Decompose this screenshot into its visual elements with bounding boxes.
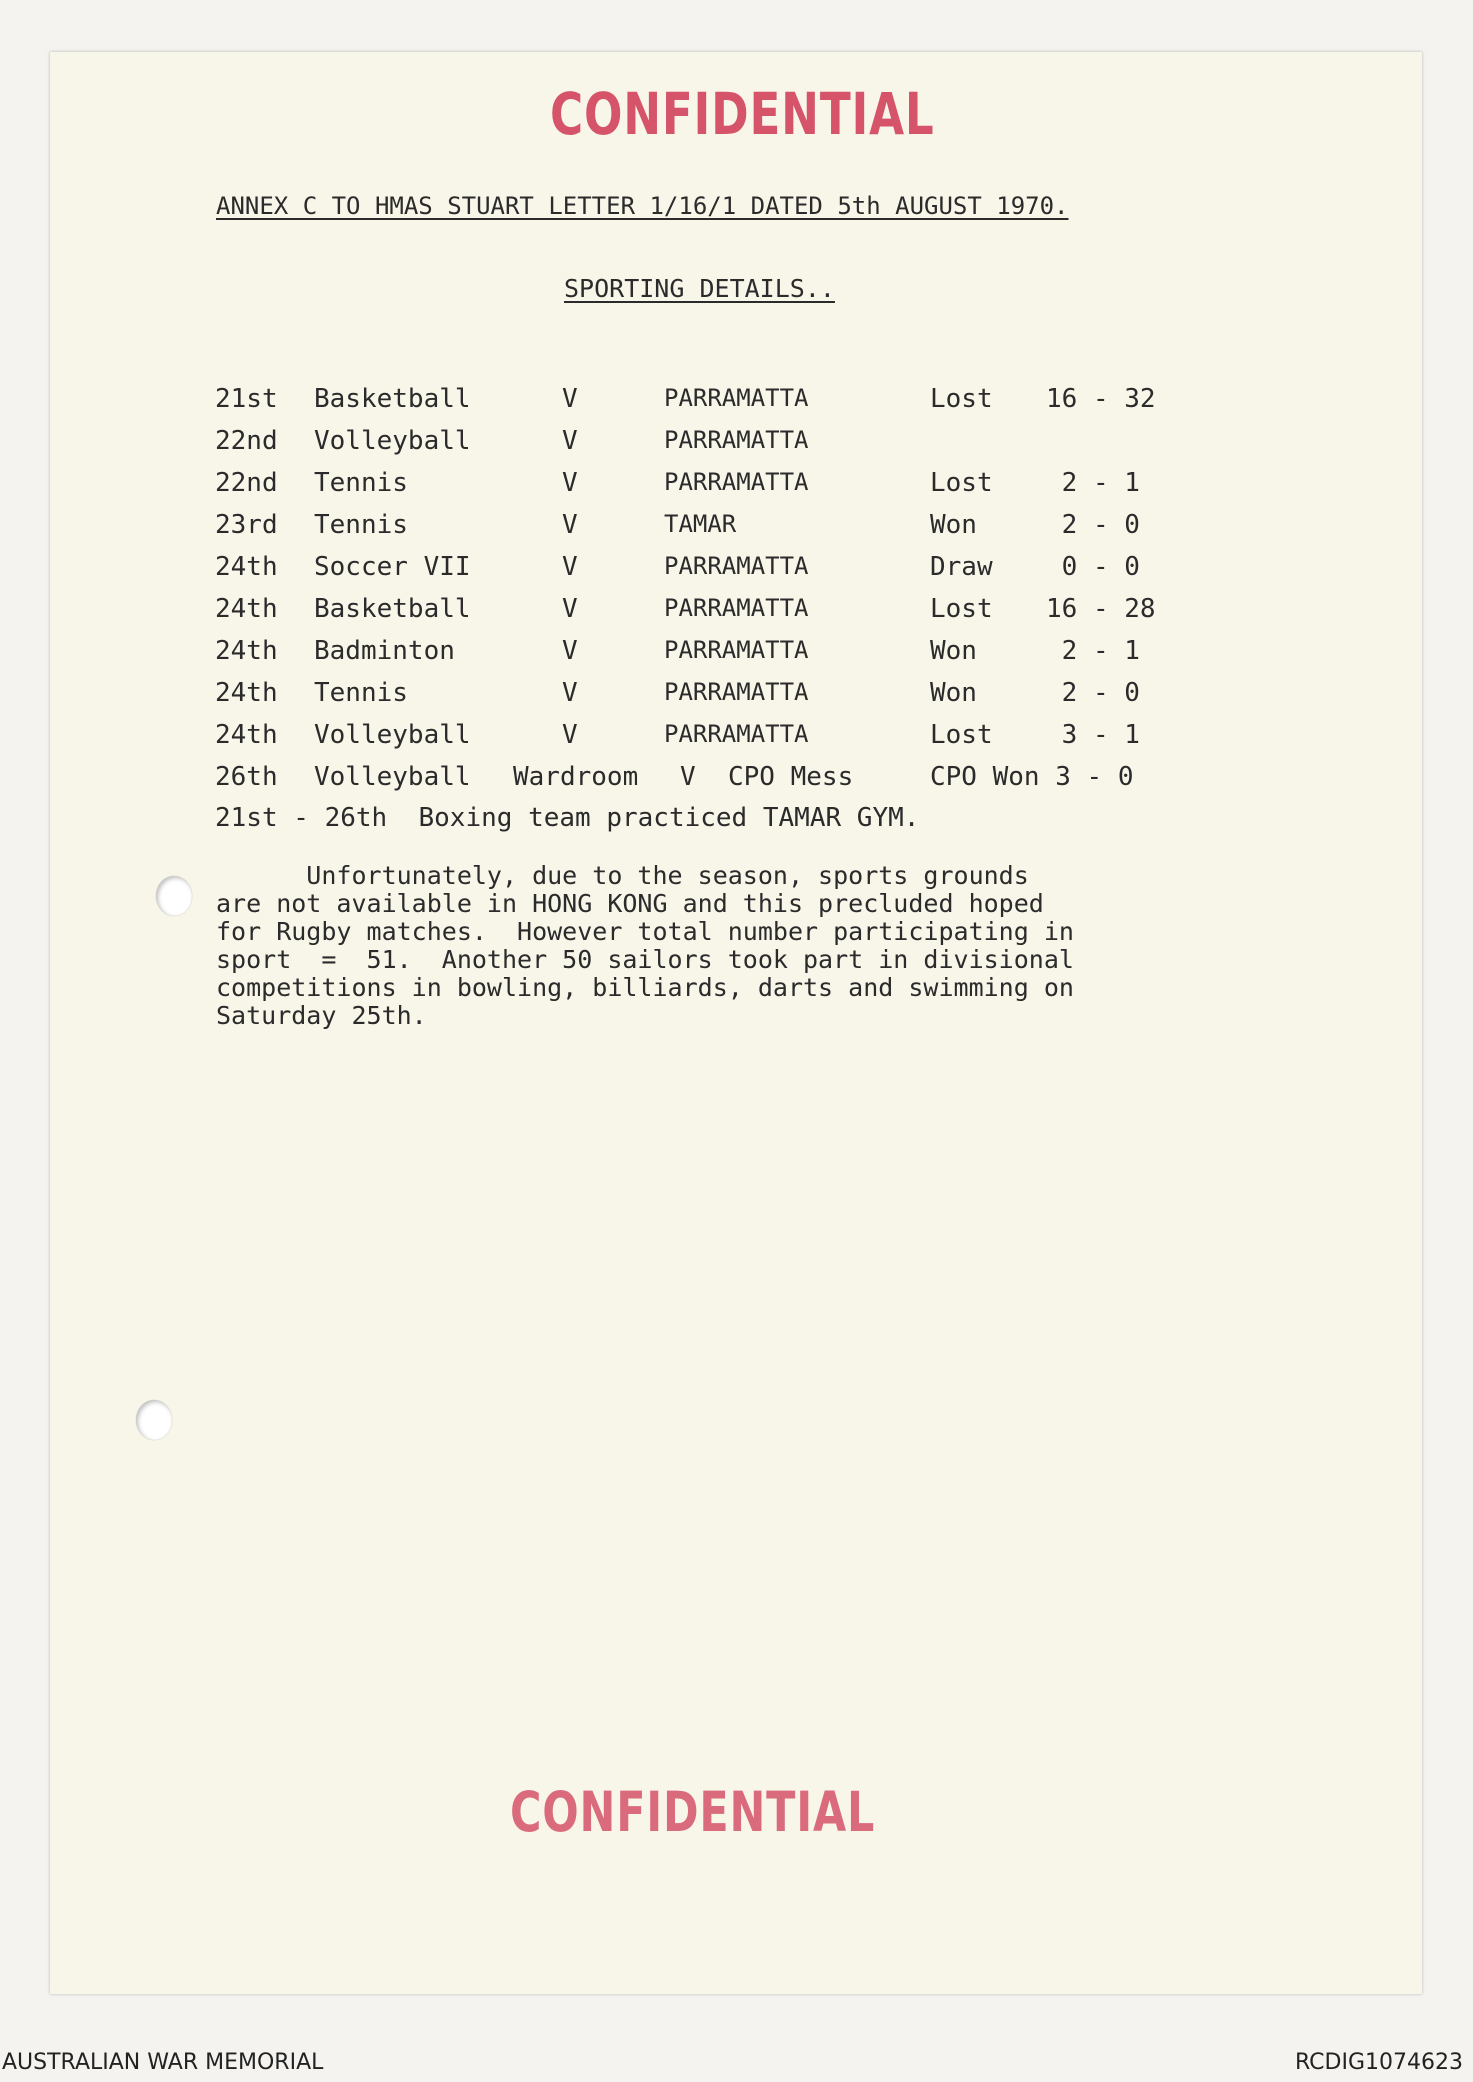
fixture-opponent: PARRAMATTA bbox=[664, 678, 809, 706]
fixture-versus: V bbox=[562, 636, 578, 666]
fixture-versus: V bbox=[680, 762, 696, 792]
fixture-versus: V bbox=[562, 552, 578, 582]
paragraph-line: for Rugby matches. However total number participating in bbox=[216, 917, 1074, 946]
fixture-score: 2 - 0 bbox=[1046, 510, 1140, 540]
punch-hole bbox=[156, 876, 192, 916]
fixture-score: 3 - 1 bbox=[1046, 720, 1140, 750]
fixture-date: 22nd bbox=[215, 468, 278, 498]
fixture-opponent: TAMAR bbox=[664, 510, 737, 538]
fixture-date: 22nd bbox=[215, 426, 278, 456]
fixture-versus: V bbox=[562, 678, 578, 708]
fixture-score: 2 - 1 bbox=[1046, 468, 1140, 498]
fixture-result: Draw bbox=[930, 552, 993, 582]
fixture-sport: Tennis bbox=[314, 678, 408, 708]
fixture-score: 0 - 0 bbox=[1046, 552, 1140, 582]
fixture-result: Lost bbox=[930, 720, 993, 750]
paragraph-line: sport = 51. Another 50 sailors took part in divisional bbox=[216, 945, 1074, 974]
fixture-result: Lost bbox=[930, 594, 993, 624]
fixture-versus: V bbox=[562, 384, 578, 414]
boxing-note: 21st - 26th Boxing team practiced TAMAR GYM. bbox=[215, 803, 920, 833]
paragraph-line: Unfortunately, due to the season, sports grounds bbox=[216, 861, 1029, 890]
fixture-opponent: PARRAMATTA bbox=[664, 552, 809, 580]
fixture-date: 23rd bbox=[215, 510, 278, 540]
fixture-versus: V bbox=[562, 468, 578, 498]
paragraph-line: Saturday 25th. bbox=[216, 1001, 427, 1030]
fixture-sport: Volleyball bbox=[314, 426, 471, 456]
confidential-stamp-top: CONFIDENTIAL bbox=[550, 80, 935, 148]
paragraph-line: competitions in bowling, billiards, darts and swimming on bbox=[216, 973, 1074, 1002]
fixture-score: 2 - 0 bbox=[1046, 678, 1140, 708]
fixture-date: 26th bbox=[215, 762, 278, 792]
fixture-sport: Badminton bbox=[314, 636, 455, 666]
confidential-stamp-bottom: CONFIDENTIAL bbox=[510, 1780, 876, 1844]
fixture-result: Won bbox=[930, 510, 977, 540]
fixture-opponent: PARRAMATTA bbox=[664, 720, 809, 748]
summary-paragraph bbox=[216, 862, 1236, 1030]
annex-reference-line: ANNEX C TO HMAS STUART LETTER 1/16/1 DATED 5th AUGUST 1970. bbox=[216, 192, 1069, 220]
fixture-sport: Soccer VII bbox=[314, 552, 471, 582]
fixture-result: Won bbox=[930, 636, 977, 666]
fixture-date: 24th bbox=[215, 720, 278, 750]
fixture-versus: V bbox=[562, 426, 578, 456]
fixture-result: Lost bbox=[930, 384, 993, 414]
fixture-result: Lost bbox=[930, 468, 993, 498]
fixture-result: Won bbox=[930, 678, 977, 708]
fixture-date: 24th bbox=[215, 552, 278, 582]
fixture-score: 16 - 32 bbox=[1046, 384, 1156, 414]
fixture-opponent: CPO Mess bbox=[728, 762, 854, 792]
section-heading: SPORTING DETAILS.. bbox=[564, 274, 835, 303]
fixture-score: 16 - 28 bbox=[1046, 594, 1156, 624]
fixture-versus: V bbox=[562, 720, 578, 750]
punch-hole bbox=[136, 1400, 172, 1440]
fixture-sport: Tennis bbox=[314, 468, 408, 498]
fixture-versus: V bbox=[562, 594, 578, 624]
fixture-opponent: PARRAMATTA bbox=[664, 636, 809, 664]
fixture-opponent: PARRAMATTA bbox=[664, 384, 809, 412]
fixture-date: 24th bbox=[215, 594, 278, 624]
fixture-sport: Tennis bbox=[314, 510, 408, 540]
fixture-opponent: PARRAMATTA bbox=[664, 426, 809, 454]
fixture-team: Wardroom bbox=[513, 762, 639, 792]
fixture-versus: V bbox=[562, 510, 578, 540]
fixture-sport: Volleyball bbox=[314, 762, 471, 792]
fixture-result: CPO Won 3 - 0 bbox=[930, 762, 1134, 792]
fixture-score: 2 - 1 bbox=[1046, 636, 1140, 666]
fixture-opponent: PARRAMATTA bbox=[664, 594, 809, 622]
fixture-sport: Basketball bbox=[314, 384, 471, 414]
paragraph-line: are not available in HONG KONG and this precluded hoped bbox=[216, 889, 1044, 918]
fixture-opponent: PARRAMATTA bbox=[664, 468, 809, 496]
archive-credit: AUSTRALIAN WAR MEMORIAL bbox=[2, 2050, 324, 2075]
fixture-date: 24th bbox=[215, 678, 278, 708]
fixture-sport: Basketball bbox=[314, 594, 471, 624]
fixture-date: 21st bbox=[215, 384, 278, 414]
archive-reference: RCDIG1074623 bbox=[1294, 2050, 1463, 2075]
fixture-sport: Volleyball bbox=[314, 720, 471, 750]
fixture-date: 24th bbox=[215, 636, 278, 666]
